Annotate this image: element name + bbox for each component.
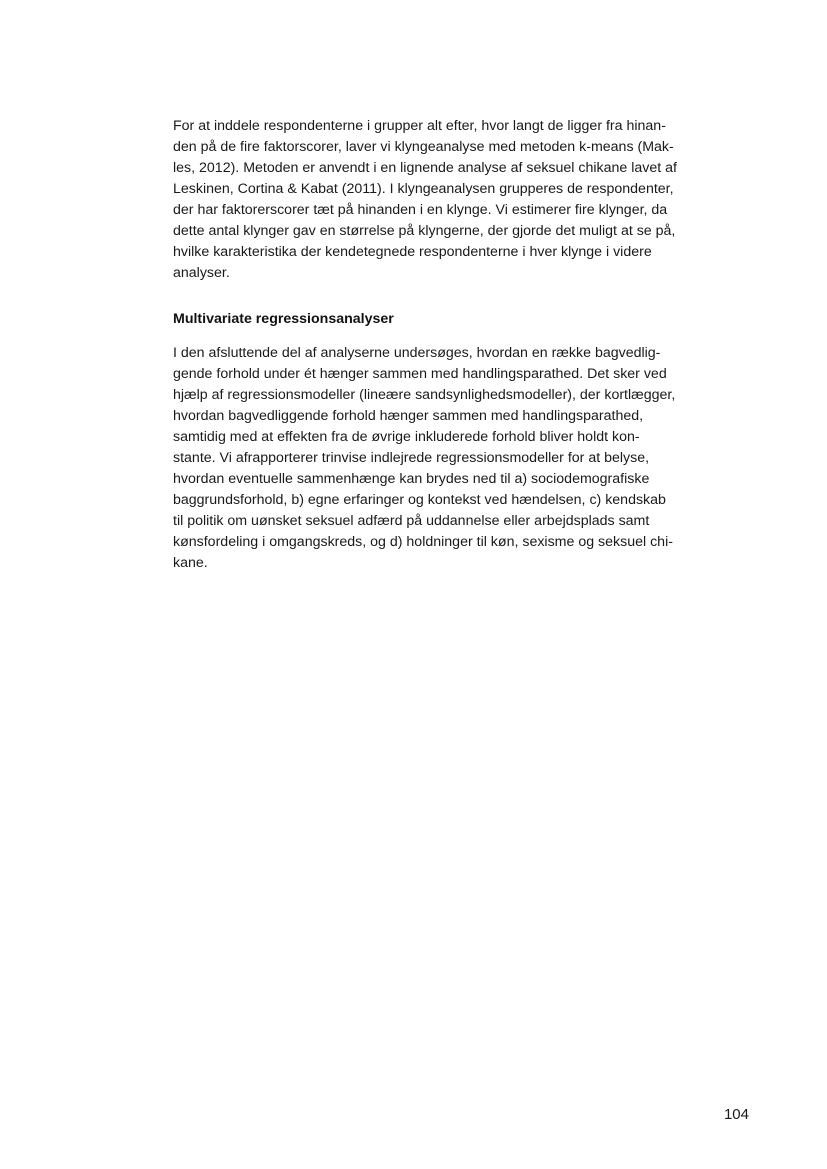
paragraph-line: baggrundsforhold, b) egne erfaringer og kontekst ved hændelsen, c) kendskab (173, 492, 666, 508)
paragraph-line: kane. (173, 555, 208, 571)
paragraph-line: dette antal klynger gav en størrelse på klyngerne, der gjorde det muligt at se på, (173, 223, 676, 239)
section-heading: Multivariate regressionsanalyser (173, 311, 394, 327)
paragraph-line: hjælp af regressionsmodeller (lineære sandsynlighedsmodeller), der kortlægger, (173, 387, 676, 403)
paragraph-line: hvilke karakteristika der kendetegnede respondenterne i hver klynge i videre (173, 244, 652, 260)
paragraph-cluster-analysis (173, 116, 708, 284)
paragraph-line: For at inddele respondenterne i grupper alt efter, hvor langt de ligger fra hinan- (173, 118, 666, 134)
paragraph-line: gende forhold under ét hænger sammen med handlingsparathed. Det sker ved (173, 366, 667, 382)
paragraph-regression-analysis (173, 343, 708, 574)
paragraph-line: Leskinen, Cortina & Kabat (2011). I klyngeanalysen grupperes de respondenter, (173, 181, 674, 197)
paragraph-line: til politik om uønsket seksuel adfærd på uddannelse eller arbejdsplads samt (173, 513, 650, 529)
paragraph-line: hvordan bagvedliggende forhold hænger sammen med handlingsparathed, (173, 408, 644, 424)
paragraph-line: samtidig med at effekten fra de øvrige inkluderede forhold bliver holdt kon- (173, 429, 640, 445)
paragraph-line: stante. Vi afrapporterer trinvise indlejrede regressionsmodeller for at belyse, (173, 450, 650, 466)
paragraph-line: der har faktorerscorer tæt på hinanden i en klynge. Vi estimerer fire klynger, da (173, 202, 668, 218)
paragraph-line: analyser. (173, 265, 230, 281)
page-number: 104 (723, 1106, 749, 1123)
paragraph-line: hvordan eventuelle sammenhænge kan brydes ned til a) sociodemografiske (173, 471, 650, 487)
paragraph-line: I den afsluttende del af analyserne undersøges, hvordan en række bagvedlig- (173, 345, 661, 361)
paragraph-line: les, 2012). Metoden er anvendt i en lignende analyse af seksuel chikane lavet af (173, 160, 677, 176)
paragraph-line: kønsfordeling i omgangskreds, og d) holdninger til køn, sexisme og seksuel chi- (173, 534, 673, 550)
paragraph-line: den på de fire faktorscorer, laver vi klyngeanalyse med metoden k-means (Mak- (173, 139, 674, 155)
